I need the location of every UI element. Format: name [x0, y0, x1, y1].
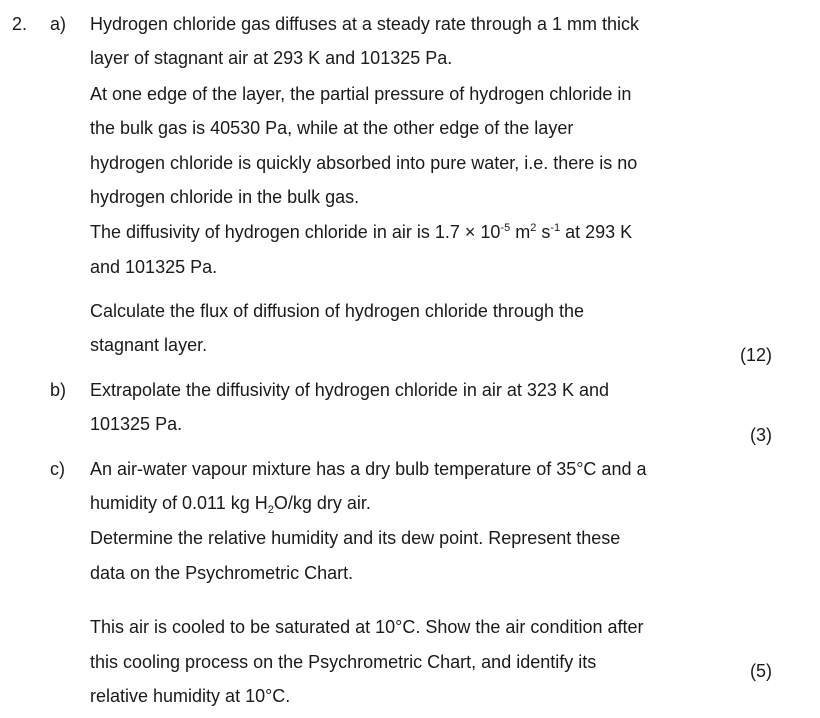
- part-c-line-7: relative humidity at 10°C.: [90, 686, 291, 706]
- part-a-label: a): [50, 14, 67, 34]
- part-a-line-5: hydrogen chloride is quickly absorbed into pure water, i.e. there is no: [90, 153, 638, 173]
- part-a-line-3: At one edge of the layer, the partial pressure of hydrogen chloride in: [90, 84, 632, 104]
- part-a-diffusivity-line: [90, 221, 632, 243]
- part-a-line-1: Hydrogen chloride gas diffuses at a steady rate through a 1 mm thick: [90, 14, 639, 34]
- part-a-task-line-1: Calculate the flux of diffusion of hydrogen chloride through the: [90, 301, 584, 321]
- part-c-line-5: This air is cooled to be saturated at 10°C. Show the air condition after: [90, 617, 644, 637]
- diffusivity-exponent: -5: [500, 222, 511, 234]
- part-c-marks: (5): [750, 661, 772, 681]
- part-a-line-2: layer of stagnant air at 293 K and 101325 Pa.: [90, 48, 453, 68]
- diffusivity-suffix: at 293 K: [560, 222, 633, 242]
- part-b-label: b): [50, 380, 67, 400]
- humidity-subscript: 2: [267, 504, 274, 516]
- part-c-line-4: data on the Psychrometric Chart.: [90, 563, 354, 583]
- humidity-suffix: O/kg dry air.: [273, 493, 371, 513]
- part-c-line-6: this cooling process on the Psychrometric Chart, and identify its: [90, 652, 597, 672]
- part-c-humidity-line: [90, 492, 371, 514]
- part-c-line-1: An air-water vapour mixture has a dry bulb temperature of 35°C and a: [90, 459, 647, 479]
- diffusivity-unit-s-exponent: -1: [550, 222, 561, 234]
- humidity-prefix: humidity of 0.011 kg H: [90, 493, 268, 513]
- diffusivity-unit-m-exponent: 2: [530, 222, 537, 234]
- part-b-line-2: 101325 Pa.: [90, 414, 183, 434]
- part-b-marks: (3): [750, 425, 772, 445]
- diffusivity-unit-s: s: [536, 222, 551, 242]
- diffusivity-prefix: The diffusivity of hydrogen chloride in air is 1.7 × 10: [90, 222, 501, 242]
- part-a-marks: (12): [739, 345, 772, 365]
- part-a-line-8: and 101325 Pa.: [90, 257, 218, 277]
- question-number: 2.: [12, 14, 28, 34]
- part-c-label: c): [50, 459, 65, 479]
- diffusivity-unit-m: m: [510, 222, 531, 242]
- part-c-line-3: Determine the relative humidity and its dew point. Represent these: [90, 528, 621, 548]
- part-a-line-4: the bulk gas is 40530 Pa, while at the other edge of the layer: [90, 118, 574, 138]
- part-a-task-line-2: stagnant layer.: [90, 335, 208, 355]
- part-a-line-6: hydrogen chloride in the bulk gas.: [90, 187, 360, 207]
- part-b-line-1: Extrapolate the diffusivity of hydrogen chloride in air at 323 K and: [90, 380, 609, 400]
